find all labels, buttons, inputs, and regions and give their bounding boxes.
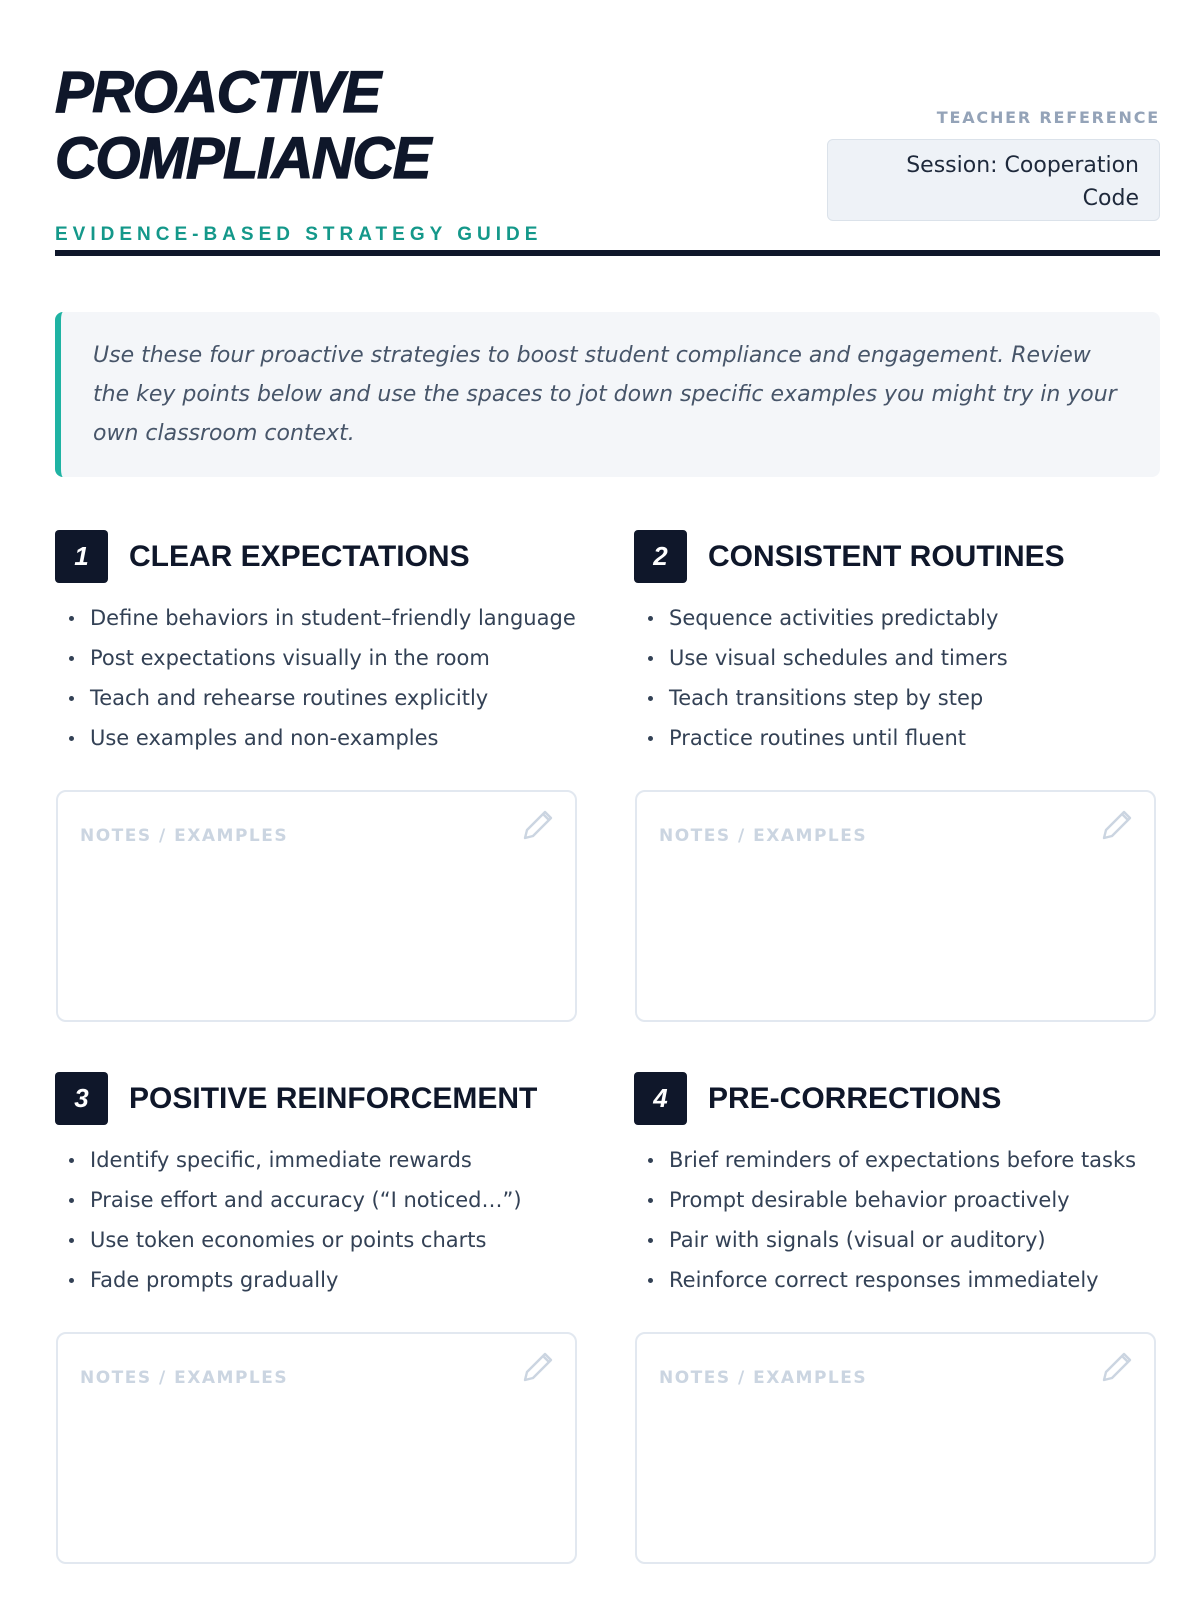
strategy-section-clear-expectations [55, 530, 577, 846]
title-line-2: COMPLIANCE [55, 126, 430, 191]
notes-field[interactable] [635, 1332, 1156, 1564]
notes-field[interactable] [56, 1332, 577, 1564]
pencil-icon [1096, 806, 1136, 846]
section-header [634, 530, 1156, 584]
section-header [55, 530, 577, 584]
list-item: Use token economies or points charts [55, 1220, 577, 1260]
section-title: CONSISTENT ROUTINES [708, 540, 1065, 573]
bullet-list [55, 1140, 577, 1300]
title-line-1: PROACTIVE [55, 60, 380, 125]
list-item: Brief reminders of expectations before tasks [634, 1140, 1156, 1180]
section-header [55, 1072, 577, 1126]
section-header [634, 1072, 1156, 1126]
list-item: Prompt desirable behavior proactively [634, 1180, 1156, 1220]
pencil-icon [517, 806, 557, 846]
pencil-icon [517, 1348, 557, 1388]
section-title: CLEAR EXPECTATIONS [129, 540, 470, 573]
bullet-list [55, 598, 577, 758]
notes-label: NOTES / EXAMPLES [80, 1368, 289, 1388]
strategy-section-positive-reinforcement [55, 1072, 577, 1388]
section-number-badge: 1 [55, 530, 108, 583]
list-item: Identify specific, immediate rewards [55, 1140, 577, 1180]
strategy-section-consistent-routines [634, 530, 1156, 846]
notes-label: NOTES / EXAMPLES [659, 826, 868, 846]
list-item: Define behaviors in student–friendly language [55, 598, 577, 638]
notes-label: NOTES / EXAMPLES [659, 1368, 868, 1388]
notes-label: NOTES / EXAMPLES [80, 826, 289, 846]
list-item: Use examples and non-examples [55, 718, 577, 758]
section-number-badge: 2 [634, 530, 687, 583]
section-number-badge: 3 [55, 1072, 108, 1125]
list-item: Sequence activities predictably [634, 598, 1156, 638]
list-item: Praise effort and accuracy (“I noticed…”) [55, 1180, 577, 1220]
teacher-reference-label: TEACHER REFERENCE [936, 108, 1160, 127]
notes-field[interactable] [635, 790, 1156, 1022]
header-divider [55, 250, 1160, 256]
notes-field[interactable] [56, 790, 577, 1022]
intro-callout: Use these four proactive strategies to boost student compliance and engagement. Review the key points below and use the spaces to jot down specific examples you might try in your own classroom context. [55, 312, 1160, 477]
list-item: Practice routines until fluent [634, 718, 1156, 758]
bullet-list [634, 598, 1156, 758]
pencil-icon [1096, 1348, 1136, 1388]
section-number-badge: 4 [634, 1072, 687, 1125]
page-title [55, 60, 430, 192]
header [55, 60, 1160, 256]
strategy-section-pre-corrections [634, 1072, 1156, 1388]
list-item: Use visual schedules and timers [634, 638, 1156, 678]
list-item: Reinforce correct responses immediately [634, 1260, 1156, 1300]
list-item: Fade prompts gradually [55, 1260, 577, 1300]
list-item: Teach transitions step by step [634, 678, 1156, 718]
section-title: PRE-CORRECTIONS [708, 1082, 1002, 1115]
bullet-list [634, 1140, 1156, 1300]
session-badge: Session: Cooperation Code [827, 139, 1160, 221]
page-subtitle: EVIDENCE-BASED STRATEGY GUIDE [55, 224, 543, 245]
list-item: Teach and rehearse routines explicitly [55, 678, 577, 718]
section-title: POSITIVE REINFORCEMENT [129, 1082, 538, 1115]
list-item: Post expectations visually in the room [55, 638, 577, 678]
list-item: Pair with signals (visual or auditory) [634, 1220, 1156, 1260]
